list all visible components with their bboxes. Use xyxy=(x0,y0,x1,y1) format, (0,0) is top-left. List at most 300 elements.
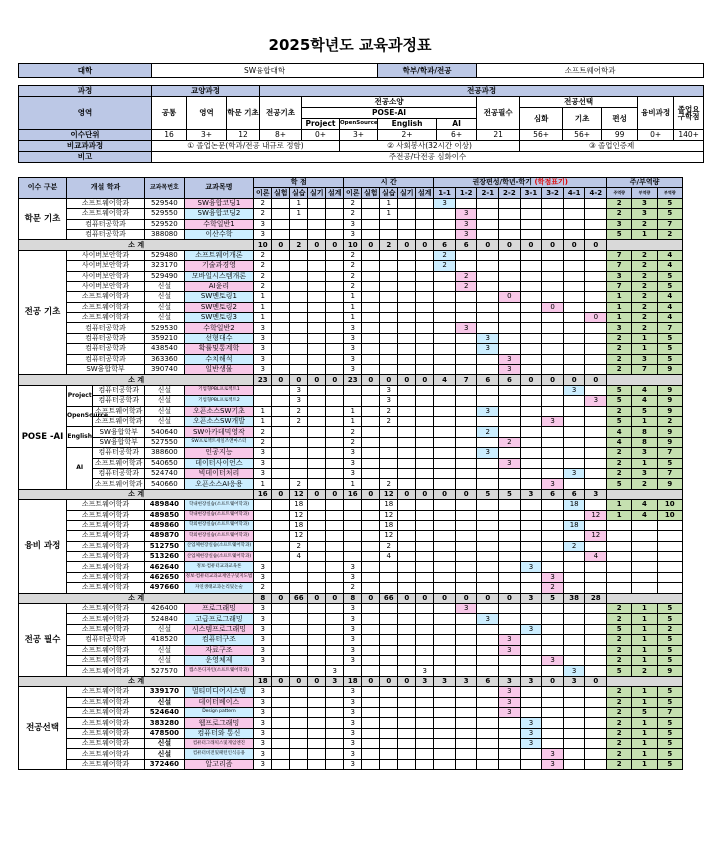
competency-cell: 1 xyxy=(632,697,657,707)
subtotal-cell: 0 xyxy=(308,375,326,385)
schedule-cell: 0 xyxy=(542,302,564,312)
code-cell: 529530 xyxy=(145,323,185,333)
credit-hour-cell xyxy=(326,531,344,541)
schedule-cell xyxy=(585,229,607,239)
credit-hour-cell xyxy=(272,552,290,562)
credit-hour-cell xyxy=(362,292,380,302)
credit-hour-cell xyxy=(290,313,308,323)
credit-hour-cell xyxy=(398,541,416,551)
course-name: 학내현장실습(소프트웨어학과) xyxy=(184,500,254,510)
course-name: 정보·컴퓨터교과교육론 xyxy=(184,562,254,572)
credit-hour-cell xyxy=(398,604,416,614)
credit-hour-cell xyxy=(326,219,344,229)
credit-hour-cell xyxy=(272,313,290,323)
schedule-cell xyxy=(520,635,542,645)
schedule-cell xyxy=(477,229,499,239)
schedule-cell xyxy=(585,645,607,655)
table-row xyxy=(19,520,683,530)
competency-cell: 5 xyxy=(657,728,682,738)
credit-hour-cell xyxy=(308,292,326,302)
schedule-cell xyxy=(520,437,542,447)
subtotal-cell: 10 xyxy=(254,240,272,250)
schedule-cell xyxy=(542,739,564,749)
code-cell: 390740 xyxy=(145,365,185,375)
credit-hour-cell xyxy=(326,385,344,395)
competency-cell: 5 xyxy=(657,271,682,281)
course-name: 알고리즘 xyxy=(184,759,254,769)
credit-hour-cell xyxy=(362,250,380,260)
schedule-cell xyxy=(520,406,542,416)
competency-cell: 5 xyxy=(632,406,657,416)
credit-hour-cell: 3 xyxy=(254,468,272,478)
table-row xyxy=(19,510,683,520)
h2-cell: 4-1 xyxy=(563,188,585,198)
subtotal-cell: 66 xyxy=(290,593,308,603)
subtotal-cell: 0 xyxy=(455,489,477,499)
credit-hour-cell xyxy=(308,302,326,312)
dept-cell: 소프트웨어학과 xyxy=(67,707,145,717)
schedule-cell xyxy=(585,707,607,717)
competency-cell: 1 xyxy=(607,313,632,323)
competency-cell xyxy=(657,572,682,582)
subtotal-cell: 0 xyxy=(416,240,434,250)
credit-hour-cell xyxy=(416,645,434,655)
credit-hour-cell xyxy=(398,687,416,697)
competency-cell: 2 xyxy=(632,281,657,291)
schedule-cell xyxy=(434,520,456,530)
schedule-cell xyxy=(455,645,477,655)
schedule-cell xyxy=(585,416,607,426)
subtotal-cell: 6 xyxy=(477,676,499,686)
credit-hour-cell xyxy=(290,261,308,271)
schedule-cell xyxy=(499,271,521,281)
schedule-cell xyxy=(477,271,499,281)
schedule-cell xyxy=(477,261,499,271)
subtotal-cell: 0 xyxy=(585,375,607,385)
credit-hour-cell xyxy=(272,468,290,478)
schedule-cell xyxy=(585,219,607,229)
competency-cell: 5 xyxy=(607,385,632,395)
credit-hour-cell xyxy=(290,687,308,697)
schedule-cell xyxy=(520,697,542,707)
code-cell: 527550 xyxy=(145,437,185,447)
grad-credit-label: 졸업요 구학점 xyxy=(674,97,704,130)
schedule-cell xyxy=(434,604,456,614)
competency-cell: 2 xyxy=(607,635,632,645)
subtotal-cell: 0 xyxy=(308,593,326,603)
credit-hour-cell xyxy=(290,562,308,572)
credit-hour-cell xyxy=(398,313,416,323)
code-cell: 신설 xyxy=(145,302,185,312)
schedule-cell xyxy=(585,261,607,271)
dept-label: 학부/학과/전공 xyxy=(378,64,477,78)
credit-hour-cell xyxy=(272,406,290,416)
competency-cell: 9 xyxy=(657,396,682,406)
credit-hour-cell xyxy=(416,520,434,530)
competency-cell: 2 xyxy=(632,666,657,676)
credit-hour-cell xyxy=(290,354,308,364)
credit-hour-cell xyxy=(362,448,380,458)
competency-cell: 8 xyxy=(632,437,657,447)
dept-cell: 소프트웨어학과 xyxy=(67,209,145,219)
subtotal-cell: 0 xyxy=(362,676,380,686)
schedule-cell xyxy=(563,697,585,707)
code-cell: 540640 xyxy=(145,427,185,437)
credit-hour-cell xyxy=(398,365,416,375)
credit-hour-cell xyxy=(380,271,398,281)
schedule-cell xyxy=(563,292,585,302)
schedule-cell xyxy=(455,718,477,728)
code-cell: 438540 xyxy=(145,344,185,354)
credit-hour-cell xyxy=(308,697,326,707)
credit-hour-cell xyxy=(416,448,434,458)
schedule-cell xyxy=(499,749,521,759)
h2-cell: 이론 xyxy=(254,188,272,198)
h2-cell: 실습 xyxy=(380,188,398,198)
credit-hour-cell xyxy=(272,250,290,260)
schedule-cell xyxy=(455,562,477,572)
schedule-cell xyxy=(434,510,456,520)
credit-cell: 2+ xyxy=(378,130,437,141)
credit-hour-cell xyxy=(416,406,434,416)
schedule-cell xyxy=(499,572,521,582)
course-name: 학내현장실습(소프트웨어학과) xyxy=(184,510,254,520)
competency-cell: 4 xyxy=(657,292,682,302)
table-row xyxy=(19,707,683,717)
credit-hour-cell xyxy=(398,302,416,312)
credit-hour-cell: 2 xyxy=(380,416,398,426)
credit-hour-cell xyxy=(416,385,434,395)
credit-hour-cell xyxy=(326,468,344,478)
competency-cell: 9 xyxy=(657,385,682,395)
h2-cell: 실기 xyxy=(398,188,416,198)
credit-hour-cell: 2 xyxy=(380,406,398,416)
schedule-cell xyxy=(477,624,499,634)
schedule-cell xyxy=(434,313,456,323)
course-name: 자연생태교과논리및논술 xyxy=(184,583,254,593)
credit-hour-cell xyxy=(416,281,434,291)
credit-hour-cell xyxy=(272,302,290,312)
competency-cell: 1 xyxy=(632,749,657,759)
subtotal-cell: 0 xyxy=(398,240,416,250)
code-cell: 372460 xyxy=(145,759,185,769)
credit-hour-cell xyxy=(380,365,398,375)
schedule-cell xyxy=(542,728,564,738)
schedule-cell xyxy=(542,614,564,624)
schedule-cell: 2 xyxy=(434,250,456,260)
table-row xyxy=(19,302,683,312)
credit-hour-cell xyxy=(272,541,290,551)
credit-hour-cell xyxy=(308,281,326,291)
credit-hour-cell xyxy=(326,333,344,343)
schedule-cell xyxy=(520,541,542,551)
competency-cell: 9 xyxy=(657,666,682,676)
schedule-cell xyxy=(520,396,542,406)
credit-hour-cell xyxy=(344,520,362,530)
competency-cell: 2 xyxy=(607,406,632,416)
schedule-cell xyxy=(542,500,564,510)
schedule-cell xyxy=(563,562,585,572)
credit-hour-cell xyxy=(326,281,344,291)
competency-cell: 5 xyxy=(657,687,682,697)
code-cell: 신설 xyxy=(145,697,185,707)
table-row xyxy=(19,281,683,291)
table-row xyxy=(19,261,683,271)
credit-hour-cell xyxy=(308,427,326,437)
credit-hour-cell xyxy=(326,406,344,416)
credit-hour-cell xyxy=(326,510,344,520)
credit-hour-cell xyxy=(272,354,290,364)
schedule-cell xyxy=(499,655,521,665)
credit-hour-cell xyxy=(416,354,434,364)
pose-sub-label: English xyxy=(67,427,93,448)
schedule-cell xyxy=(434,531,456,541)
credit-hour-cell: 2 xyxy=(254,209,272,219)
credit-hour-cell xyxy=(362,209,380,219)
credit-hour-cell xyxy=(326,635,344,645)
competency-cell: 5 xyxy=(657,604,682,614)
credit-hour-cell xyxy=(362,261,380,271)
credit-hour-cell xyxy=(290,759,308,769)
credit-hour-cell xyxy=(416,541,434,551)
credit-hour-cell: 1 xyxy=(380,198,398,208)
schedule-cell xyxy=(455,416,477,426)
schedule-cell xyxy=(434,666,456,676)
competency-cell: 5 xyxy=(657,645,682,655)
credit-hour-cell xyxy=(398,635,416,645)
credit-hour-cell: 3 xyxy=(254,572,272,582)
credit-hour-cell xyxy=(362,229,380,239)
credit-hour-cell xyxy=(416,344,434,354)
credit-hour-cell xyxy=(380,687,398,697)
schedule-cell xyxy=(434,687,456,697)
schedule-cell xyxy=(455,396,477,406)
subtotal-cell: 5 xyxy=(499,489,521,499)
table-row xyxy=(19,219,683,229)
h2-cell: 부역량 xyxy=(657,188,682,198)
subtotal-cell: 10 xyxy=(344,240,362,250)
schedule-cell xyxy=(434,271,456,281)
schedule-cell xyxy=(477,250,499,260)
credit-hour-cell: 3 xyxy=(254,655,272,665)
schedule-cell xyxy=(499,718,521,728)
credit-hour-cell xyxy=(326,541,344,551)
schedule-cell xyxy=(542,531,564,541)
course-name: 인공지능 xyxy=(184,448,254,458)
credit-hour-cell xyxy=(308,354,326,364)
subtotal-cell: 2 xyxy=(380,240,398,250)
credit-hour-cell xyxy=(416,728,434,738)
code-cell: 513260 xyxy=(145,552,185,562)
credit-hour-cell xyxy=(416,707,434,717)
pose-label: POSE-AI xyxy=(302,108,477,119)
schedule-cell xyxy=(563,718,585,728)
dept-cell: 사이버보안학과 xyxy=(67,281,145,291)
schedule-cell xyxy=(585,635,607,645)
schedule-cell xyxy=(434,624,456,634)
competency-cell: 2 xyxy=(657,416,682,426)
credit-hour-cell xyxy=(362,427,380,437)
subtotal-row xyxy=(19,489,683,499)
credit-hour-cell: 18 xyxy=(380,520,398,530)
schedule-cell xyxy=(585,427,607,437)
credit-hour-cell xyxy=(272,614,290,624)
competency-cell: 2 xyxy=(657,624,682,634)
competency-cell: 2 xyxy=(632,479,657,489)
subtotal-cell: 16 xyxy=(344,489,362,499)
dept-cell: 소프트웨어학과 xyxy=(67,198,145,208)
schedule-cell xyxy=(542,198,564,208)
subtotal-cell: 0 xyxy=(272,375,290,385)
competency-cell: 5 xyxy=(657,458,682,468)
table-row xyxy=(19,333,683,343)
credit-hour-cell xyxy=(416,531,434,541)
schedule-cell: 3 xyxy=(477,333,499,343)
schedule-cell xyxy=(455,250,477,260)
credit-hour-cell xyxy=(272,437,290,447)
credit-hour-cell xyxy=(362,562,380,572)
credit-hour-cell xyxy=(326,728,344,738)
course-name: 운영체제 xyxy=(184,655,254,665)
credit-hour-cell xyxy=(416,468,434,478)
credit-hour-cell xyxy=(308,645,326,655)
competency-cell: 5 xyxy=(607,666,632,676)
subtotal-cell: 6 xyxy=(434,240,456,250)
schedule-cell xyxy=(542,250,564,260)
credit-hour-cell: 1 xyxy=(290,198,308,208)
schedule-cell xyxy=(455,510,477,520)
credit-hour-cell xyxy=(416,583,434,593)
credit-hour-cell: 18 xyxy=(290,500,308,510)
dept-cell: 소프트웨어학과 xyxy=(93,458,145,468)
credit-hour-cell xyxy=(380,323,398,333)
code-cell: 신설 xyxy=(145,645,185,655)
competency-cell xyxy=(632,520,657,530)
credit-hour-cell xyxy=(344,500,362,510)
area2-label: 영역 xyxy=(187,97,227,130)
subtotal-cell: 66 xyxy=(380,593,398,603)
credit-hour-cell xyxy=(290,728,308,738)
credit-hour-cell xyxy=(290,583,308,593)
table-row xyxy=(19,323,683,333)
h-course: 교과목명 xyxy=(184,178,254,199)
subtotal-cell: 0 xyxy=(326,375,344,385)
competency-cell: 2 xyxy=(632,313,657,323)
schedule-cell: 3 xyxy=(563,666,585,676)
credit-hour-cell xyxy=(362,697,380,707)
schedule-cell xyxy=(563,583,585,593)
table-row xyxy=(19,614,683,624)
credit-hour-cell xyxy=(380,229,398,239)
pose-sub-project: Project xyxy=(302,119,340,130)
schedule-cell: 3 xyxy=(499,354,521,364)
dept-value: 소프트웨어학과 xyxy=(477,64,704,78)
credit-hour-cell: 3 xyxy=(254,323,272,333)
schedule-cell xyxy=(520,468,542,478)
non-credit-label: 융비과정 xyxy=(638,97,674,130)
dept-cell: 소프트웨어학과 xyxy=(67,655,145,665)
credit-hour-cell xyxy=(272,520,290,530)
schedule-cell xyxy=(434,728,456,738)
credit-hour-cell xyxy=(272,572,290,582)
credit-hour-cell xyxy=(380,292,398,302)
schedule-cell xyxy=(563,645,585,655)
credit-hour-cell xyxy=(272,458,290,468)
schedule-cell xyxy=(520,666,542,676)
schedule-cell xyxy=(499,531,521,541)
course-name: 수학일반2 xyxy=(184,323,254,333)
schedule-cell xyxy=(477,541,499,551)
credit-hour-cell xyxy=(272,385,290,395)
credit-hour-cell xyxy=(308,749,326,759)
credit-hour-cell xyxy=(416,271,434,281)
schedule-cell xyxy=(542,707,564,717)
competency-cell: 4 xyxy=(607,427,632,437)
credit-hour-cell xyxy=(398,562,416,572)
credit-hour-cell xyxy=(272,635,290,645)
credit-hour-cell: 1 xyxy=(290,209,308,219)
schedule-cell xyxy=(434,749,456,759)
page-title: 2025학년도 교육과정표 xyxy=(268,36,432,54)
schedule-cell xyxy=(455,635,477,645)
remark-value: 주전공/다전공 심화이수 xyxy=(152,152,704,163)
schedule-cell xyxy=(542,468,564,478)
schedule-cell xyxy=(542,697,564,707)
schedule-cell xyxy=(499,604,521,614)
credit-hour-cell xyxy=(362,510,380,520)
schedule-cell xyxy=(520,707,542,717)
competency-cell xyxy=(657,541,682,551)
h-schedule: 권장편성/학년-학기 (학점표기) xyxy=(434,178,607,188)
schedule-cell xyxy=(455,614,477,624)
code-cell: 462650 xyxy=(145,572,185,582)
schedule-cell xyxy=(455,520,477,530)
credit-hour-cell: 3 xyxy=(344,572,362,582)
competency-cell: 1 xyxy=(632,687,657,697)
credit-hour-cell xyxy=(290,219,308,229)
credit-hour-cell xyxy=(272,531,290,541)
credit-hour-cell xyxy=(308,229,326,239)
dept-cell: 소프트웨어학과 xyxy=(67,562,145,572)
schedule-cell xyxy=(520,604,542,614)
dept-cell: SW융합학부 xyxy=(93,427,145,437)
schedule-cell xyxy=(585,385,607,395)
competency-cell: 2 xyxy=(632,323,657,333)
schedule-cell xyxy=(563,365,585,375)
schedule-cell: 3 xyxy=(563,468,585,478)
subtotal-row xyxy=(19,593,683,603)
credit-hour-cell: 1 xyxy=(254,479,272,489)
credit-hour-cell: 18 xyxy=(380,500,398,510)
schedule-cell: 3 xyxy=(585,396,607,406)
course-name: AI윤리 xyxy=(184,281,254,291)
credit-hour-cell xyxy=(416,759,434,769)
schedule-cell xyxy=(477,458,499,468)
credit-hour-cell: 3 xyxy=(344,458,362,468)
schedule-cell xyxy=(477,728,499,738)
schedule-cell xyxy=(585,541,607,551)
schedule-cell xyxy=(477,219,499,229)
area-label: 영역 xyxy=(19,97,152,130)
schedule-cell xyxy=(455,655,477,665)
subtotal-cell: 3 xyxy=(563,676,585,686)
subtotal-cell: 0 xyxy=(520,240,542,250)
schedule-cell xyxy=(563,479,585,489)
schedule-cell xyxy=(455,479,477,489)
code-cell: 신설 xyxy=(145,385,185,395)
competency-cell: 5 xyxy=(657,635,682,645)
credit-hour-cell: 1 xyxy=(380,209,398,219)
